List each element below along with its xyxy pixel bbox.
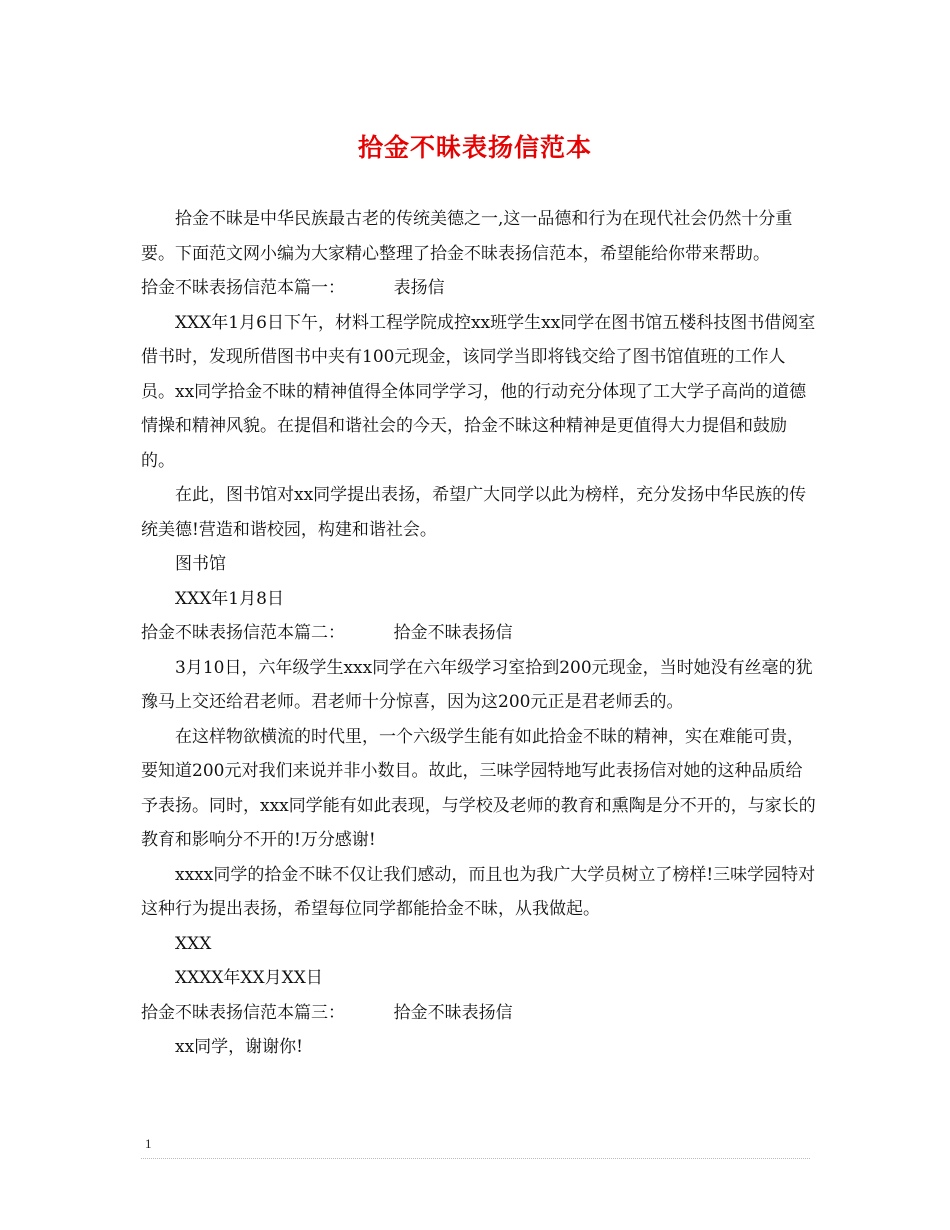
body-paragraph: xxxx同学的拾金不昧不仅让我们感动，而且也为我广大学员树立了榜样!三味学园特对这种行为提出表扬，希望每位同学都能拾金不昧，从我做起。 bbox=[141, 864, 816, 919]
section-heading-label: 拾金不昧表扬信范本篇一： bbox=[141, 278, 345, 298]
body-paragraph: XXX年1月6日下午，材料工程学院成控xx班学生xx同学在图书馆五楼科技图书借阅室借书时，发现所借图书中夹有100元现金，该同学当即将钱交给了图书馆值班的工作人员。xx同学拾金不昧的精神值得全体同学学习，他的行动充分体现了工大学子高尚的道德情操和精神风貌。在提倡和谐社会的今天，拾金不昧这种精神是更值得大力提倡和鼓励的。 bbox=[141, 312, 816, 471]
section-heading-title: 拾金不昧表扬信 bbox=[393, 1002, 513, 1023]
signature: 图书馆 bbox=[175, 554, 226, 574]
section-heading-title: 表扬信 bbox=[393, 278, 445, 298]
section-heading-label: 拾金不昧表扬信范本篇二： bbox=[141, 623, 345, 643]
page-number: 1 bbox=[145, 1136, 152, 1151]
intro-paragraph: 拾金不昧是中华民族最古老的传统美德之一,这一品德和行为在现代社会仍然十分重要。下面范文网小编为大家精心整理了拾金不昧表扬信范本，希望能给你带来帮助。 bbox=[141, 209, 793, 264]
section-heading-3 bbox=[141, 996, 816, 1031]
section-heading-1 bbox=[141, 271, 816, 306]
signature: XXX bbox=[175, 933, 212, 954]
section-heading-label: 拾金不昧表扬信范本篇三： bbox=[141, 1002, 345, 1023]
body-paragraph: 3月10日，六年级学生xxx同学在六年级学习室拾到200元现金，当时她没有丝毫的犹豫马上交还给君老师。君老师十分惊喜，因为这200元正是君老师丢的。 bbox=[141, 657, 813, 712]
body-paragraph: 在此，图书馆对xx同学提出表扬，希望广大同学以此为榜样，充分发扬中华民族的传统美德!营造和谐校园，构建和谐社会。 bbox=[141, 485, 807, 540]
document-body bbox=[141, 202, 816, 1065]
signature-date: XXXX年XX月XX日 bbox=[175, 968, 323, 988]
body-paragraph: 在这样物欲横流的时代里，一个六级学生能有如此拾金不昧的精神，实在难能可贵，要知道200元对我们来说并非小数目。故此，三味学园特地写此表扬信对她的这种品质给予表扬。同时，xxx同学能有如此表现，与学校及老师的教育和熏陶是分不开的，与家长的教育和影响分不开的!万分感谢! bbox=[141, 726, 816, 850]
section-heading-title: 拾金不昧表扬信 bbox=[393, 623, 513, 643]
section-heading-2 bbox=[141, 616, 816, 651]
footer-divider bbox=[141, 1158, 810, 1159]
signature-date: XXX年1月8日 bbox=[175, 588, 284, 609]
page-title: 拾金不昧表扬信范本 bbox=[357, 133, 592, 162]
body-paragraph: xx同学，谢谢你! bbox=[175, 1037, 304, 1057]
